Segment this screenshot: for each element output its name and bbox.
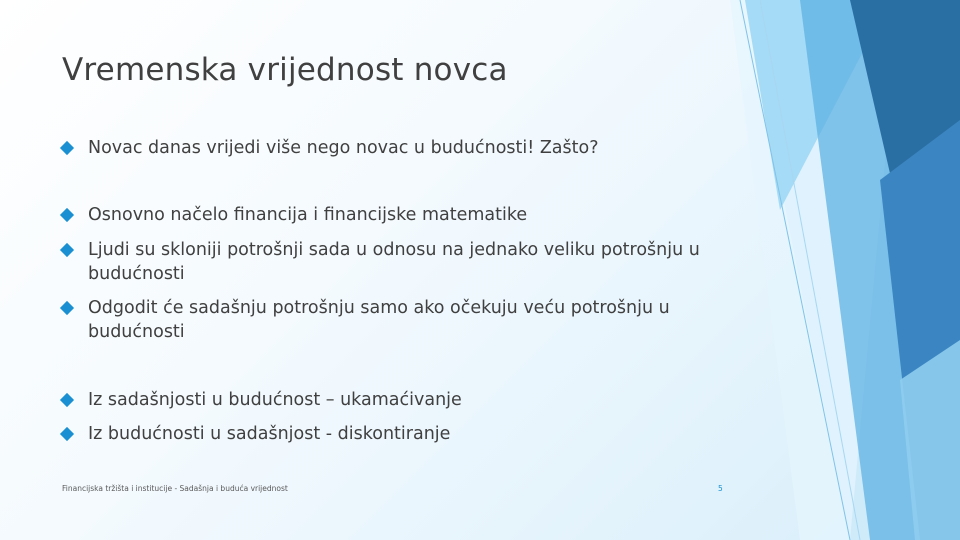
slide-title: Vremenska vrijednost novca bbox=[62, 52, 508, 88]
bullet-text: Iz budućnosti u sadašnjost - diskontiranje bbox=[88, 424, 451, 444]
bullet-text: Osnovno načelo financija i financijske matematike bbox=[88, 205, 528, 225]
bullet-text: Novac danas vrijedi više nego novac u budućnosti! Zašto? bbox=[88, 138, 599, 158]
slide-number: 5 bbox=[718, 484, 723, 493]
bullet-text: Ljudi su skloniji potrošnji sada u odnosu na jednako veliku potrošnju u budućnosti bbox=[88, 240, 700, 284]
bullet-text: Iz sadašnjosti u budućnost – ukamaćivanje bbox=[88, 390, 462, 410]
slide-footer: Financijska tržišta i institucije - Sadašnja i buduća vrijednost bbox=[62, 484, 288, 493]
bullet-text: Odgodit će sadašnju potrošnju samo ako očekuju veću potrošnju u budućnosti bbox=[88, 298, 670, 342]
